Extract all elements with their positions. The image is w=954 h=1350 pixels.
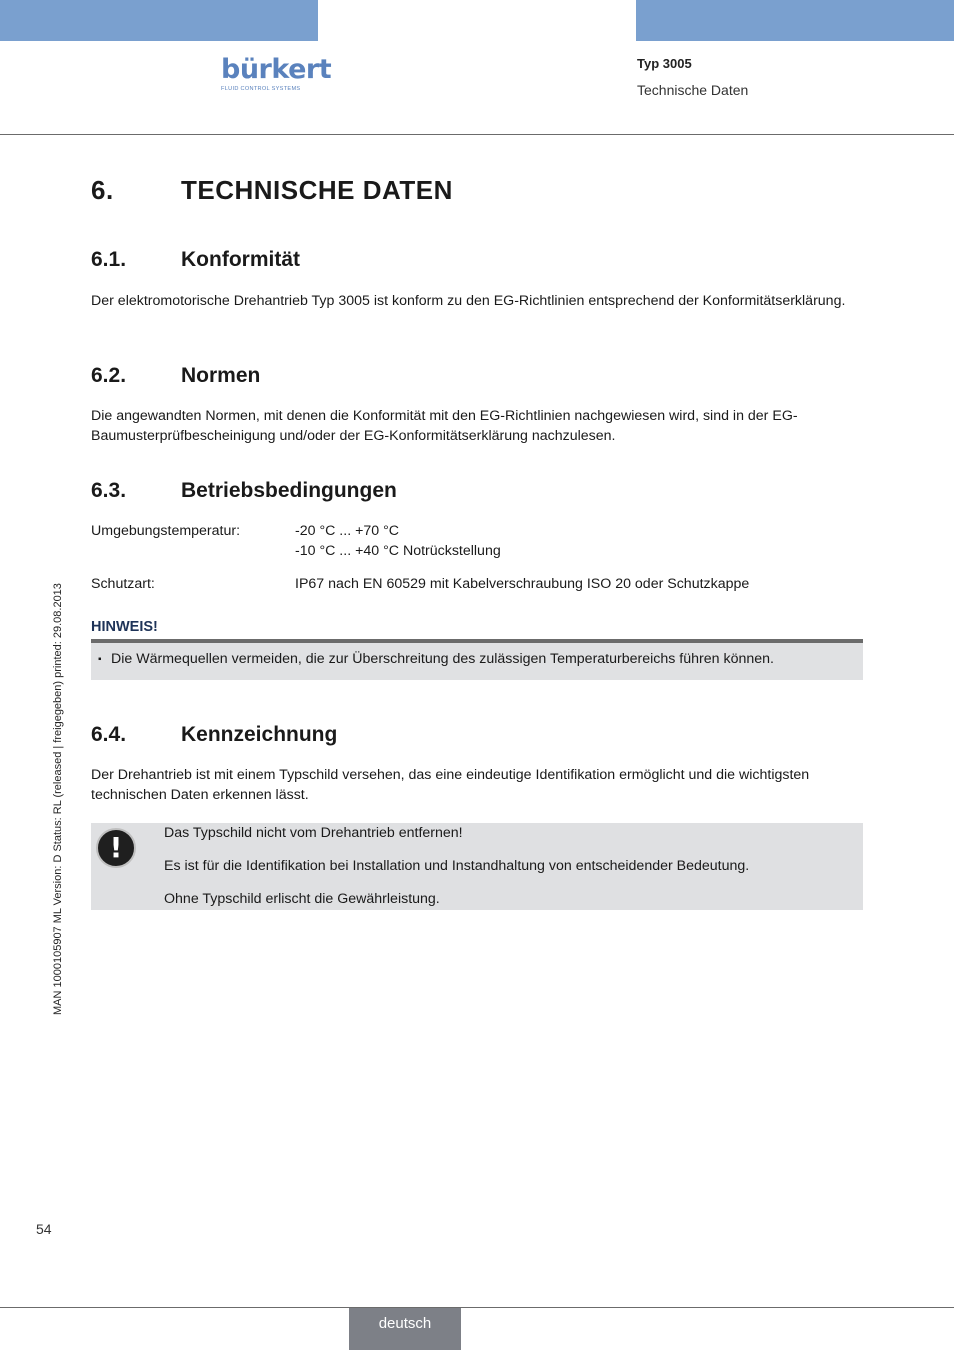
header-divider bbox=[0, 134, 954, 135]
chapter-number: 6. bbox=[91, 175, 114, 205]
paragraph-kennzeichnung: Der Drehantrieb ist mit einem Typschild versehen, das eine eindeutige Identifikation ermöglicht und die wichtigsten technischen Daten erkennen lässt. bbox=[91, 767, 810, 803]
page-number: 54 bbox=[36, 1221, 52, 1237]
note-text: ▪ Die Wärmequellen vermeiden, die zur Überschreitung des zulässigen Temperaturbereichs führen können. bbox=[98, 651, 774, 667]
language-tab: deutsch bbox=[349, 1308, 461, 1350]
exclamation-icon: ! bbox=[96, 828, 136, 868]
section-number: 6.2. bbox=[91, 364, 127, 387]
section-heading-konformitaet bbox=[91, 248, 300, 272]
condition-value: IP67 nach EN 60529 mit Kabelverschraubung ISO 20 oder Schutzkappe bbox=[295, 576, 750, 592]
paragraph-normen: Die angewandten Normen, mit denen die Konformität mit den EG-Richtlinien nachgewiesen wird, sind in der EG-Baumusterprüfbescheinigung und/oder der EG-Konformitätserklärung nachzulesen. bbox=[91, 408, 798, 444]
document-section: Technische Daten bbox=[637, 82, 749, 98]
section-number: 6.1. bbox=[91, 248, 127, 271]
buerkert-logo bbox=[221, 54, 332, 92]
bullet-icon: ▪ bbox=[98, 654, 102, 665]
side-document-info: MAN 1000105907 ML Version: D Status: RL (released | freigegeben) printed: 29.08.2013 bbox=[52, 583, 64, 1015]
section-title: Betriebsbedingungen bbox=[181, 479, 397, 502]
warning-line: Das Typschild nicht vom Drehantrieb entfernen! bbox=[164, 825, 463, 841]
condition-label: Schutzart: bbox=[91, 576, 155, 592]
section-heading-kennzeichnung bbox=[91, 723, 337, 747]
condition-value: -20 °C ... +70 °C bbox=[295, 523, 400, 539]
header-bar-left bbox=[0, 0, 318, 41]
section-heading-betriebsbedingungen bbox=[91, 479, 397, 503]
footer-divider bbox=[0, 1307, 954, 1308]
chapter-title: TECHNISCHE DATEN bbox=[181, 175, 453, 205]
condition-value: -10 °C ... +40 °C Notrückstellung bbox=[295, 543, 501, 559]
paragraph-konformitaet: Der elektromotorische Drehantrieb Typ 3005 ist konform zu den EG-Richtlinien entsprechend der Konformitätserklärung. bbox=[91, 293, 846, 309]
note-title: HINWEIS! bbox=[91, 619, 158, 635]
logo-subtitle: FLUID CONTROL SYSTEMS bbox=[221, 86, 301, 92]
header-bar-right bbox=[636, 0, 954, 41]
logo-wordmark: bürkert bbox=[221, 54, 332, 85]
chapter-heading bbox=[91, 175, 453, 206]
condition-label: Umgebungstemperatur: bbox=[91, 523, 241, 539]
section-title: Konformität bbox=[181, 248, 300, 271]
document-type: Typ 3005 bbox=[637, 56, 692, 71]
section-number: 6.4. bbox=[91, 723, 127, 746]
section-title: Normen bbox=[181, 364, 261, 387]
section-title: Kennzeichnung bbox=[181, 723, 338, 746]
section-number: 6.3. bbox=[91, 479, 127, 502]
warning-line: Es ist für die Identifikation bei Installation und Instandhaltung von entscheidender Bedeutung. bbox=[164, 858, 750, 874]
warning-line: Ohne Typschild erlischt die Gewährleistung. bbox=[164, 891, 440, 907]
section-heading-normen bbox=[91, 364, 260, 388]
